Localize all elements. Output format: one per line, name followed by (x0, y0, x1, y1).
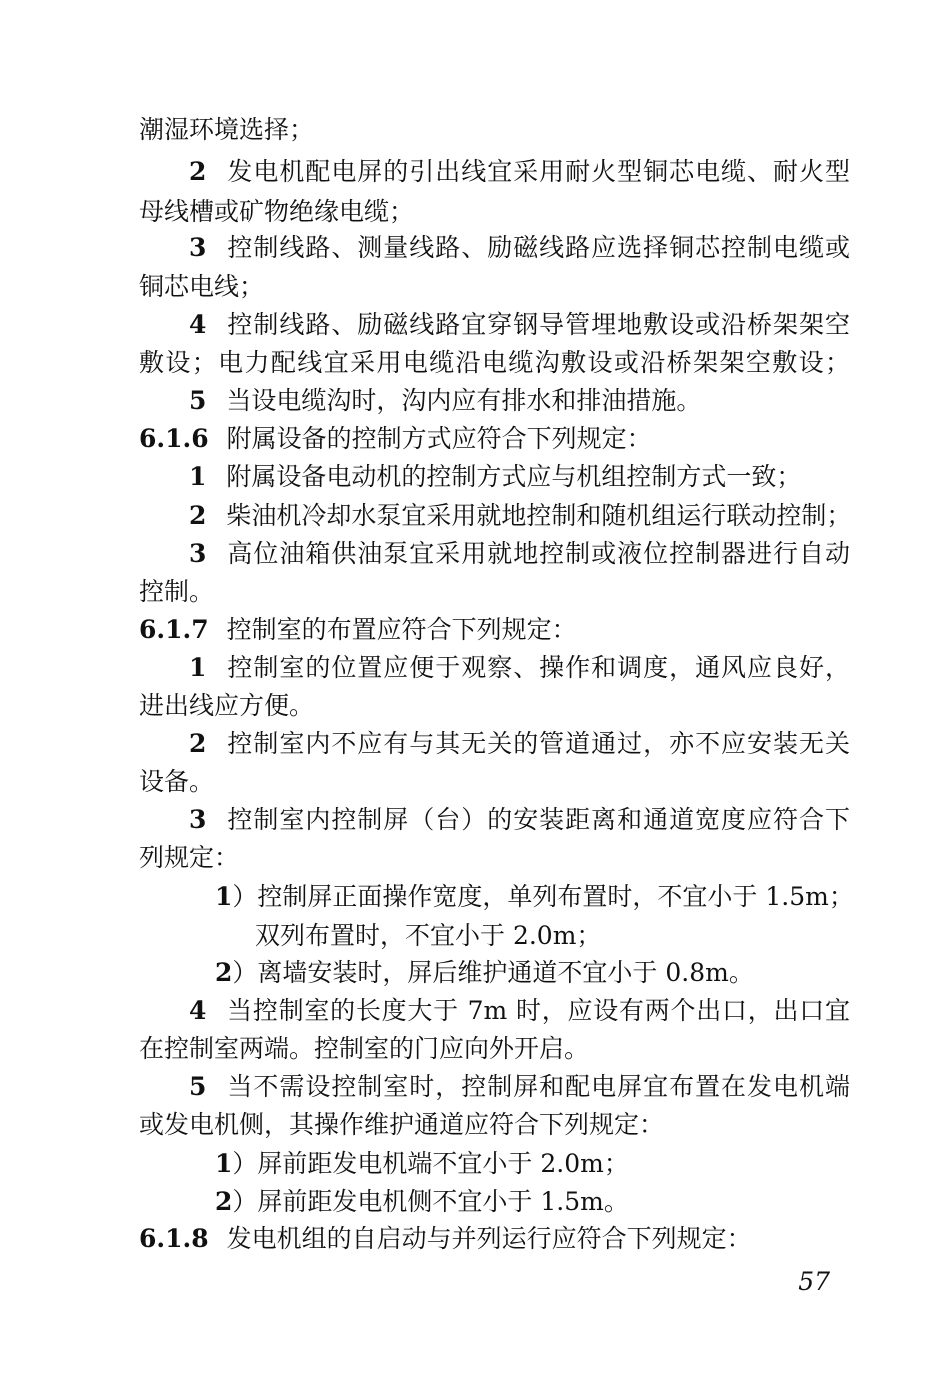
line-text: 或发电机侧，其操作维护通道应符合下列规定： (139, 1110, 665, 1139)
line-text: 发电机配电屏的引出线宜采用耐火型铜芯电缆、耐火型 (226, 157, 850, 186)
page-number: 57 (798, 1267, 830, 1296)
item-number: 2 (189, 729, 207, 758)
text-line (139, 690, 850, 722)
clause-number: 6.1.8 (139, 1224, 209, 1253)
sub-item (215, 881, 854, 913)
sub-item-number: 1 (215, 882, 233, 911)
line-text: 屏前距发电机侧不宜小于 1.5m。 (257, 1187, 629, 1216)
item-number: 1 (189, 653, 207, 682)
item-number: 4 (189, 310, 207, 339)
line-text: 控制线路、测量线路、励磁线路应选择铜芯控制电缆或 (226, 233, 850, 262)
line-text: 母线槽或矿物绝缘电缆； (139, 197, 415, 226)
line-text: 敷设；电力配线宜采用电缆沿电缆沟敷设或沿桥架架空敷设； (139, 348, 850, 377)
line-text: 附属设备电动机的控制方式应与机组控制方式一致； (226, 462, 802, 491)
sub-item (215, 957, 850, 989)
text-line (139, 766, 850, 798)
list-item (189, 728, 850, 760)
line-text: 进出线应方便。 (139, 691, 315, 720)
item-number: 5 (189, 386, 207, 415)
list-item (189, 1071, 850, 1103)
text-line (139, 196, 850, 228)
item-number: 1 (189, 462, 207, 491)
line-text: 控制线路、励磁线路宜穿钢导管埋地敷设或沿桥架架空 (226, 310, 850, 339)
sub-item-number: 2 (215, 958, 233, 987)
line-text: ） (232, 958, 258, 987)
item-number: 5 (189, 1072, 207, 1101)
item-number: 2 (189, 157, 207, 186)
list-item (189, 538, 850, 570)
clause-heading (139, 423, 850, 455)
clause-heading (139, 1223, 850, 1255)
line-text: 控制室内不应有与其无关的管道通过，亦不应安装无关 (226, 729, 850, 758)
list-item (189, 309, 850, 341)
item-number: 3 (189, 805, 207, 834)
line-text: 设备。 (139, 767, 215, 796)
text-line (139, 114, 850, 146)
line-text: ） (232, 1187, 258, 1216)
list-item (189, 500, 850, 532)
item-number: 2 (189, 501, 207, 530)
line-text: 控制。 (139, 577, 215, 606)
line-text: 控制室的布置应符合下列规定： (226, 615, 577, 644)
line-text: 控制室的位置应便于观察、操作和调度，通风应良好， (226, 653, 850, 682)
item-number: 3 (189, 539, 207, 568)
line-text: 控制屏正面操作宽度，单列布置时，不宜小于 1.5m； (257, 882, 854, 911)
list-item (189, 232, 850, 264)
list-item (189, 156, 850, 188)
text-line (139, 842, 850, 874)
list-item (189, 461, 850, 493)
sub-item-number: 2 (215, 1187, 233, 1216)
clause-number: 6.1.7 (139, 615, 209, 644)
text-line (139, 347, 850, 379)
text-line (255, 920, 601, 952)
line-text: 柴油机冷却水泵宜采用就地控制和随机组运行联动控制； (226, 501, 852, 530)
line-text: 当控制室的长度大于 7m 时，应设有两个出口，出口宜 (226, 996, 850, 1025)
line-text: 列规定： (139, 843, 240, 872)
text-line (139, 576, 850, 608)
sub-item (215, 1186, 850, 1218)
line-text: 控制室内控制屏（台）的安装距离和通道宽度应符合下 (226, 805, 850, 834)
line-text: 当设电缆沟时，沟内应有排水和排油措施。 (226, 386, 702, 415)
clause-number: 6.1.6 (139, 424, 209, 453)
line-text: 屏前距发电机端不宜小于 2.0m； (257, 1149, 629, 1178)
line-text: 高位油箱供油泵宜采用就地控制或液位控制器进行自动 (226, 539, 850, 568)
text-line (139, 271, 850, 303)
line-text: ） (232, 882, 258, 911)
sub-item (215, 1148, 850, 1180)
list-item (189, 995, 850, 1027)
list-item (189, 804, 850, 836)
list-item (189, 652, 850, 684)
list-item (189, 385, 850, 417)
item-number: 4 (189, 996, 207, 1025)
line-text: 当不需设控制室时，控制屏和配电屏宜布置在发电机端 (226, 1072, 850, 1101)
line-text: 发电机组的自启动与并列运行应符合下列规定： (226, 1224, 752, 1253)
line-text: 双列布置时，不宜小于 2.0m； (255, 921, 602, 950)
text-line (139, 1033, 850, 1065)
line-text: 在控制室两端。控制室的门应向外开启。 (139, 1034, 590, 1063)
text-line (139, 1109, 850, 1141)
line-text: 铜芯电线； (139, 272, 265, 301)
sub-item-number: 1 (215, 1149, 233, 1178)
line-text: 离墙安装时，屏后维护通道不宜小于 0.8m。 (257, 958, 754, 987)
item-number: 3 (189, 233, 207, 262)
clause-heading (139, 614, 850, 646)
line-text: 附属设备的控制方式应符合下列规定： (226, 424, 652, 453)
line-text: ） (232, 1149, 258, 1178)
line-text: 潮湿环境选择； (139, 115, 315, 144)
